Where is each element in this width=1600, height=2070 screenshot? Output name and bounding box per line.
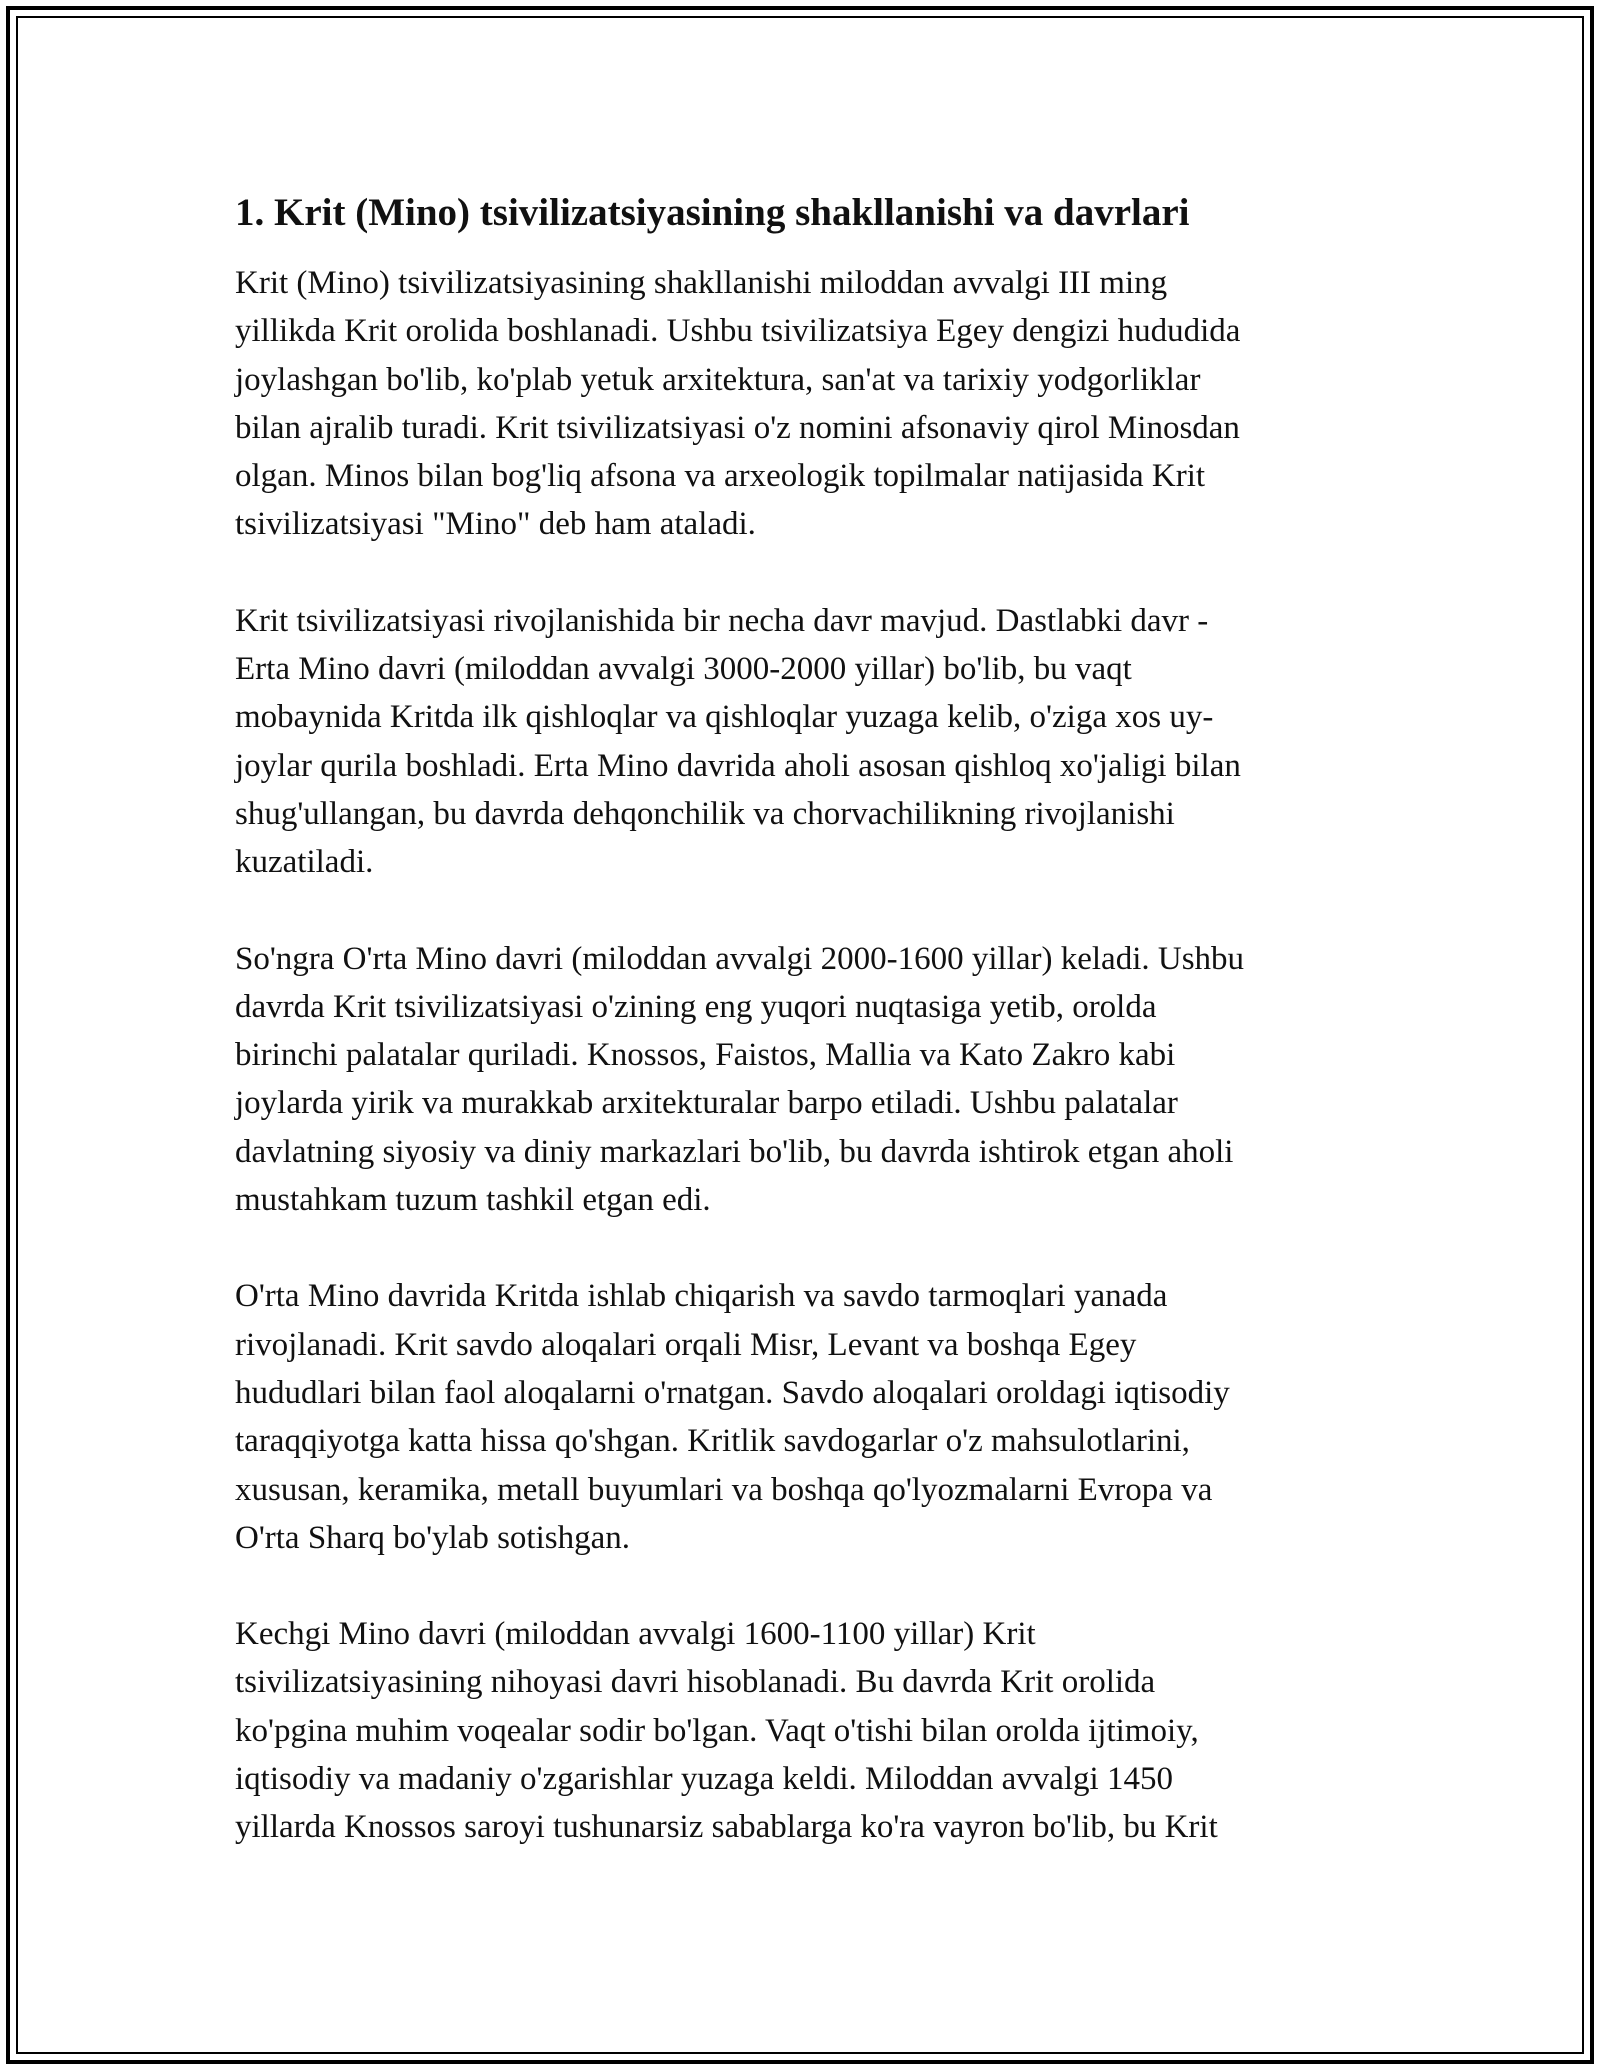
paragraph-line: O'rta Sharq bo'ylab sotishgan. — [235, 1519, 631, 1556]
paragraph-line: yillikda Krit orolida boshlanadi. Ushbu tsivilizatsiya Egey dengizi hududida — [235, 313, 1241, 350]
paragraph-line: tsivilizatsiyasining nihoyasi davri hisoblanadi. Bu davrda Krit orolida — [235, 1664, 1156, 1701]
paragraph-2 — [235, 597, 1385, 887]
paragraph-line: Erta Mino davri (miloddan avvalgi 3000-2000 yillar) bo'lib, bu vaqt — [235, 651, 1132, 688]
paragraph-4 — [235, 1272, 1385, 1562]
paragraph-line: birinchi palatalar quriladi. Knossos, Faistos, Mallia va Kato Zakro kabi — [235, 1037, 1176, 1074]
paragraph-line: mustahkam tuzum tashkil etgan edi. — [235, 1182, 711, 1219]
paragraph-line: Krit (Mino) tsivilizatsiyasining shakllanishi miloddan avvalgi III ming — [235, 265, 1168, 301]
paragraph-1 — [235, 259, 1385, 549]
paragraph-line: Kechgi Mino davri (miloddan avvalgi 1600-1100 yillar) Krit — [235, 1616, 1036, 1653]
paragraph-line: ko'pgina muhim voqealar sodir bo'lgan. Vaqt o'tishi bilan orolda ijtimoiy, — [235, 1712, 1199, 1749]
section-heading: 1. Krit (Mino) tsivilizatsiyasining shakllanishi va davrlari — [235, 191, 1190, 234]
paragraph-line: bilan ajralib turadi. Krit tsivilizatsiyasi o'z nomini afsonaviy qirol Minosdan — [235, 409, 1240, 446]
paragraph-line: hududlari bilan faol aloqalarni o'rnatgan. Savdo aloqalari oroldagi iqtisodiy — [235, 1374, 1230, 1411]
paragraph-line: joylashgan bo'lib, ko'plab yetuk arxitektura, san'at va tarixiy yodgorliklar — [235, 361, 1201, 398]
paragraph-line: iqtisodiy va madaniy o'zgarishlar yuzaga keldi. Miloddan avvalgi 1450 — [235, 1761, 1173, 1798]
paragraph-line: rivojlanadi. Krit savdo aloqalari orqali Misr, Levant va boshqa Egey — [235, 1326, 1137, 1363]
paragraph-3 — [235, 935, 1385, 1225]
paragraph-line: taraqqiyotga katta hissa qo'shgan. Kritlik savdogarlar o'z mahsulotlarini, — [235, 1423, 1190, 1460]
paragraph-line: davrda Krit tsivilizatsiyasi o'zining eng yuqori nuqtasiga yetib, orolda — [235, 988, 1157, 1025]
paragraph-line: shug'ullangan, bu davrda dehqonchilik va chorvachilikning rivojlanishi — [235, 795, 1175, 832]
paragraph-line: tsivilizatsiyasi "Mino" deb ham ataladi. — [235, 506, 756, 543]
paragraph-line: So'ngra O'rta Mino davri (miloddan avvalgi 2000-1600 yillar) keladi. Ushbu — [235, 940, 1245, 977]
paragraph-line: xususan, keramika, metall buyumlari va boshqa qo'lyozmalarni Evropa va — [235, 1471, 1213, 1508]
paragraph-line: O'rta Mino davrida Kritda ishlab chiqarish va savdo tarmoqlari yanada — [235, 1278, 1168, 1315]
paragraph-line: olgan. Minos bilan bog'liq afsona va arxeologik topilmalar natijasida Krit — [235, 458, 1206, 495]
paragraph-line: davlatning siyosiy va diniy markazlari bo'lib, bu davrda ishtirok etgan aholi — [235, 1133, 1234, 1170]
paragraph-line: kuzatiladi. — [235, 844, 374, 881]
paragraph-line: yillarda Knossos saroyi tushunarsiz sabablarga ko'ra vayron bo'lib, bu Krit — [235, 1809, 1218, 1846]
paragraph-line: joylarda yirik va murakkab arxitekturalar barpo etiladi. Ushbu palatalar — [235, 1085, 1178, 1122]
document-body — [235, 185, 1385, 1900]
paragraph-line: mobaynida Kritda ilk qishloqlar va qishloqlar yuzaga kelib, o'ziga xos uy- — [235, 699, 1214, 736]
paragraph-line: Krit tsivilizatsiyasi rivojlanishida bir necha davr mavjud. Dastlabki davr - — [235, 602, 1209, 639]
paragraph-5 — [235, 1610, 1385, 1851]
paragraph-line: joylar qurila boshladi. Erta Mino davrida aholi asosan qishloq xo'jaligi bilan — [235, 747, 1241, 784]
